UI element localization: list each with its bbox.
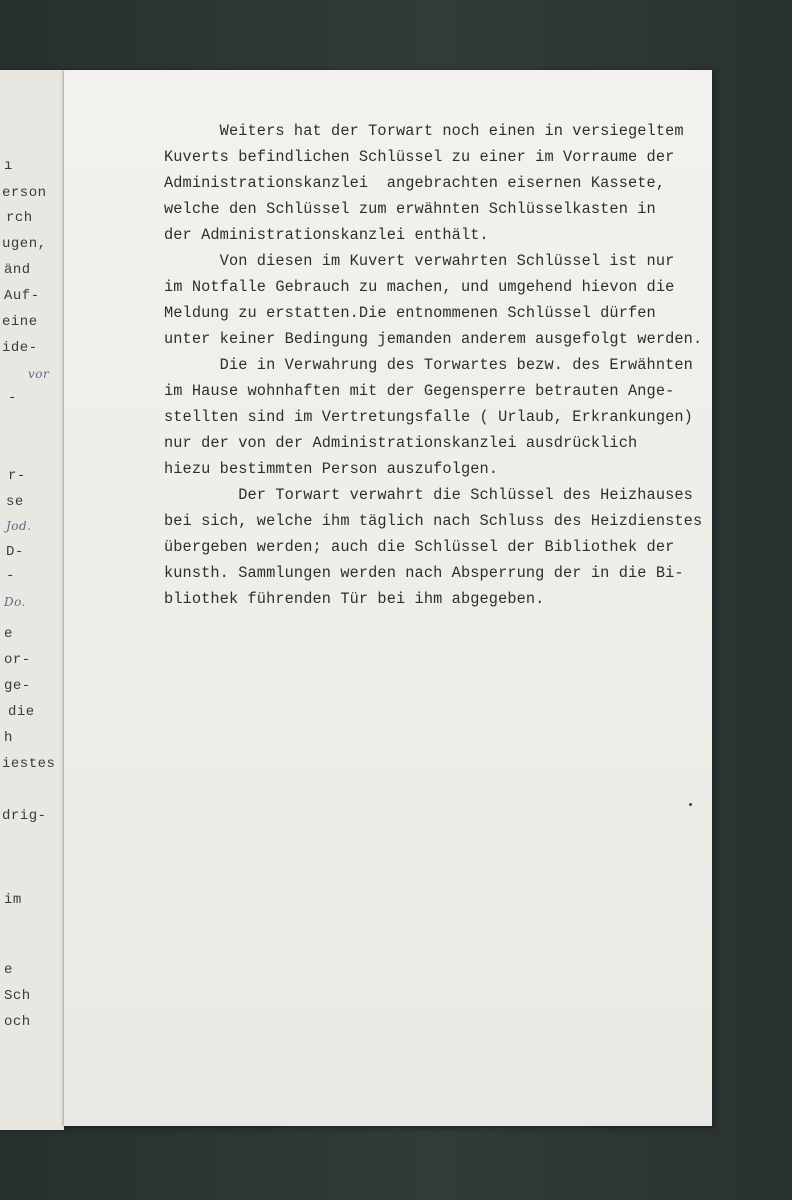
text-line: nur der von der Administrationskanzlei ausdrücklich <box>164 434 638 452</box>
document-page <box>64 70 712 1126</box>
text-line: bei sich, welche ihm täglich nach Schluss des Heizdienstes <box>164 512 703 530</box>
text-line: Von diesen im Kuvert verwahrten Schlüssel ist nur <box>164 252 675 270</box>
typed-text-block <box>164 118 704 612</box>
text-line: unter keiner Bedingung jemanden anderem ausgefolgt werden. <box>164 330 703 348</box>
text-line: Meldung zu erstatten.Die entnommenen Schlüssel dürfen <box>164 304 656 322</box>
ink-speck <box>689 803 692 806</box>
text-line: welche den Schlüssel zum erwähnten Schlüsselkasten in <box>164 200 656 218</box>
text-line: stellten sind im Vertretungsfalle ( Urlaub, Erkrankungen) <box>164 408 693 426</box>
left-page-fragment: erson <box>2 185 47 201</box>
left-page-fragment: Do. <box>4 595 26 609</box>
left-page-fragment: ge- <box>4 678 31 694</box>
left-page-fragment: Auf- <box>4 288 40 304</box>
left-page-fragment: och <box>4 1014 31 1030</box>
left-page-fragment: die <box>8 704 35 720</box>
left-page-fragment: im <box>4 892 22 908</box>
text-line: hiezu bestimmten Person auszufolgen. <box>164 460 499 478</box>
left-page-fragment: e <box>4 626 13 642</box>
text-line: Weiters hat der Torwart noch einen in versiegeltem <box>164 122 684 140</box>
text-line: übergeben werden; auch die Schlüssel der Bibliothek der <box>164 538 675 556</box>
text-line: Kuverts befindlichen Schlüssel zu einer im Vorraume der <box>164 148 675 166</box>
text-line: Die in Verwahrung des Torwartes bezw. des Erwähnten <box>164 356 693 374</box>
left-page-fragment: e <box>4 962 13 978</box>
text-line: im Hause wohnhaften mit der Gegensperre betrauten Ange- <box>164 382 675 400</box>
left-page-fragment: ı <box>4 158 13 174</box>
left-page-fragment: r- <box>8 468 26 484</box>
left-page-fragment: rch <box>6 210 33 226</box>
left-page-fragment: eine <box>2 314 38 330</box>
left-page-fragment: iestes <box>2 756 56 772</box>
text-line: Administrationskanzlei angebrachten eisernen Kassete, <box>164 174 666 192</box>
left-page-fragment: or- <box>4 652 31 668</box>
left-page-fragment: vor <box>28 367 50 381</box>
left-page-fragment: D- <box>6 544 24 560</box>
previous-page-strip <box>0 70 64 1130</box>
text-line: im Notfalle Gebrauch zu machen, und umgehend hievon die <box>164 278 675 296</box>
left-page-fragment: - <box>8 390 17 406</box>
left-page-fragment: se <box>6 494 24 510</box>
text-line: bliothek führenden Tür bei ihm abgegeben. <box>164 590 545 608</box>
left-page-fragment: drig- <box>2 808 47 824</box>
left-page-fragment: ugen, <box>2 236 47 252</box>
left-page-fragment: Sch <box>4 988 31 1004</box>
text-line: Der Torwart verwahrt die Schlüssel des Heizhauses <box>164 486 693 504</box>
left-page-fragment: Jod. <box>6 519 32 533</box>
left-page-fragment: h <box>4 730 13 746</box>
text-line: kunsth. Sammlungen werden nach Absperrung der in die Bi- <box>164 564 684 582</box>
left-page-fragment: - <box>6 568 15 584</box>
text-line: der Administrationskanzlei enthält. <box>164 226 489 244</box>
left-page-fragment: änd <box>4 262 31 278</box>
left-page-fragment: ide- <box>2 340 38 356</box>
